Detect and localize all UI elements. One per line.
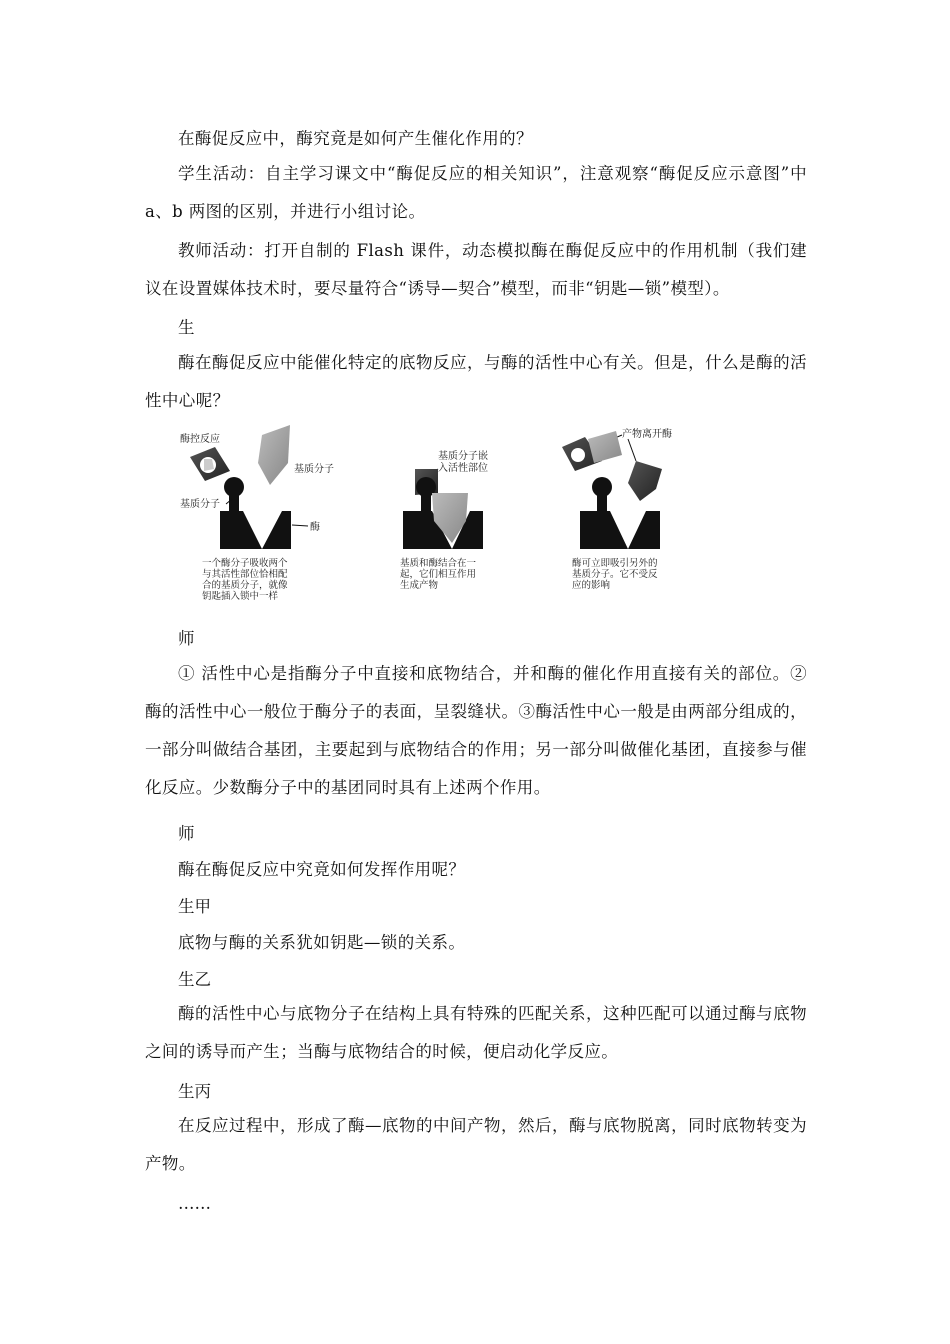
substrate-ring-shape (190, 447, 230, 481)
panel1-label-enzyme: 酶 (310, 522, 320, 533)
paragraph-active-center-definition: ① 活性中心是指酶分子中直接和底物结合，并和酶的催化作用直接有关的部位。②酶的活性中心一般位于酶分子的表面，呈裂缝状。③酶活性中心一般是由两部分组成的，一部分叫做结合基团，主要起到与底物结合的作用；另一部分叫做催化基团，直接参与催化反应。少数酶分子中的基团同时具有上述两个作用。 (145, 664, 807, 797)
panel2-label-top: 基质分子嵌 入活性部位 (438, 451, 488, 474)
panel3-label-top: 产物离开酶 (622, 429, 672, 440)
panel3-caption: 酶可立即吸引另外的 基质分子。它不受反 应的影响 (572, 558, 658, 591)
paragraph-teacher-activity: 教师活动：打开自制的 Flash 课件，动态模拟酶在酶促反应中的作用机制（我们建议在设置媒体技术时，要尽量符合“诱导—契合”模型，而非“钥匙—锁”模型）。 (145, 241, 807, 298)
panel-1 (180, 425, 334, 602)
panel1-label-substrate-right: 基质分子 (294, 464, 334, 475)
substrate-gray-shape (258, 425, 290, 485)
speaker-label-student: 生 (178, 318, 195, 337)
enzyme-reaction-figure (170, 425, 690, 610)
paragraph-induced-fit: 酶的活性中心与底物分子在结构上具有特殊的匹配关系，这种匹配可以通过酶与底物之间的诱导而产生；当酶与底物结合的时候，便启动化学反应。 (145, 1004, 807, 1061)
enzyme-diagram (170, 425, 690, 610)
panel2-caption: 基质和酶结合在一 起，它们相互作用 生成产物 (400, 558, 477, 591)
paragraph-question: 在酶促反应中，酶究竟是如何产生催化作用的？ (178, 129, 533, 148)
paragraph-active-center-question: 酶在酶促反应中能催化特定的底物反应，与酶的活性中心有关。但是，什么是酶的活性中心呢？ (145, 353, 807, 410)
panel1-label-top: 酶控反应 (180, 434, 220, 445)
paragraph-intermediate-product: 在反应过程中，形成了酶—底物的中间产物，然后，酶与底物脱离，同时底物转变为产物。 (145, 1116, 807, 1173)
panel1-caption: 一个酶分子吸收两个 与其活性部位恰相配 合的基质分子，就像 钥匙插入锁中一样 (202, 558, 288, 602)
speaker-label-student-a: 生甲 (178, 897, 211, 916)
speaker-label-student-c: 生丙 (178, 1082, 211, 1101)
enzyme-shape-2 (403, 469, 483, 549)
product-ring-shape (562, 431, 622, 471)
paragraph-how-enzyme-works: 酶在酶促反应中究竟如何发挥作用呢？ (178, 860, 466, 879)
speaker-label-teacher-2: 师 (178, 824, 195, 843)
panel1-label-substrate-left: 基质分子 (180, 499, 220, 510)
speaker-label-student-b: 生乙 (178, 970, 211, 989)
paragraph-lock-and-key: 底物与酶的关系犹如钥匙—锁的关系。 (178, 933, 466, 952)
panel-3 (562, 427, 672, 591)
product-dark-shape (628, 461, 662, 501)
paragraph-student-activity: 学生活动：自主学习课文中“酶促反应的相关知识”，注意观察“酶促反应示意图”中 a、b 两图的区别，并进行小组讨论。 (145, 164, 807, 221)
panel-2 (400, 449, 491, 591)
ellipsis: …… (178, 1194, 211, 1213)
speaker-label-teacher-1: 师 (178, 629, 195, 648)
enzyme-shape-1 (220, 477, 291, 549)
